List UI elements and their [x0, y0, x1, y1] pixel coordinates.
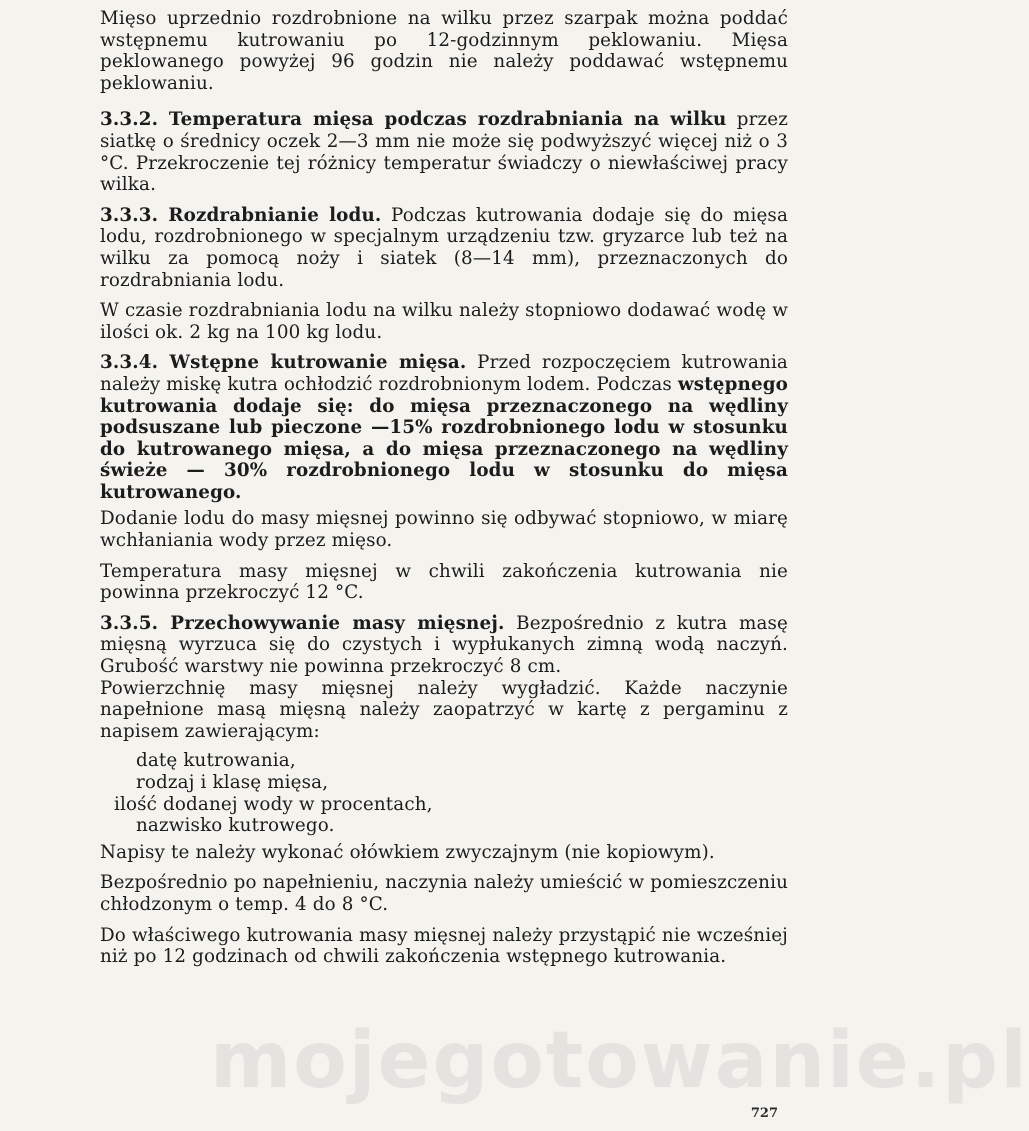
paragraph-intro: Mięso uprzednio rozdrobnione na wilku przez szarpak można poddać wstępnemu kutrowaniu po 12-godzinnym peklowaniu. Mięsa peklowanego powyżej 96 godzin nie należy poddawać wstępnemu peklowaniu.	[100, 8, 788, 94]
section-heading-3-3-2: 3.3.2. Temperatura mięsa podczas rozdrabniania na wilku	[100, 109, 727, 131]
section-text-3-3-5: Bezpośrednio z kutra masę mięsną wyrzuca się do czystych i wypłukanych zimną wodą naczyń. Grubość warstwy nie powinna przekroczyć 8 cm.	[100, 612, 788, 678]
section-text-3-3-2: przez siatkę o średnicy oczek 2—3 mm nie może się podwyższyć więcej niż o 3 °C. Przekroczenie tej różnicy temperatur świadczy o niewłaściwej pracy wilka.	[100, 109, 788, 196]
paragraph-storage: Bezpośrednio po napełnieniu, naczynia należy umieścić w pomieszczeniu chłodzonym o temp. 4 do 8 °C.	[100, 872, 788, 915]
list-item: ilość dodanej wody w procentach,	[114, 793, 433, 815]
watermark: mojegotowanie.pl	[210, 1016, 1029, 1106]
paragraph-final: Do właściwego kutrowania masy mięsnej należy przystąpić nie wcześniej niż po 12 godzinach od chwili zakończenia wstępnego kutrowania.	[100, 924, 788, 968]
list-item: rodzaj i klasę mięsa,	[136, 772, 329, 793]
section-3-3-3	[100, 205, 788, 291]
section-heading-3-3-4: 3.3.4. Wstępne kutrowanie mięsa.	[100, 352, 467, 374]
section-text-3-3-3: Podczas kutrowania dodaje się do mięsa lodu, rozdrobnionego w specjalnym urządzeniu tzw. gryzarce lub też na wilku za pomocą noży i siatek (8—14 mm), przeznaczonych do rozdrabniania lodu.	[100, 204, 788, 291]
paragraph-ice-water: W czasie rozdrabniania lodu na wilku należy stopniowo dodawać wodę w ilości ok. 2 kg na 100 kg lodu.	[100, 300, 788, 343]
page-number: 727	[750, 1106, 778, 1121]
paragraph-ice-add: Dodanie lodu do masy mięsnej powinno się odbywać stopniowo, w miarę wchłaniania wody przez mięso.	[100, 508, 788, 552]
list-item: datę kutrowania,	[136, 750, 296, 772]
label-contents-list	[100, 750, 788, 836]
section-heading-3-3-5: 3.3.5. Przechowywanie masy mięsnej.	[100, 612, 505, 634]
section-3-3-4	[100, 352, 788, 503]
section-3-3-5	[100, 613, 788, 678]
section-text-3-3-4: Przed rozpoczęciem kutrowania należy miskę kutra ochłodzić rozdrobnionym lodem. Podczas	[100, 352, 788, 395]
section-3-3-2	[100, 109, 788, 195]
text-body	[100, 8, 788, 968]
section-bold-text-3-3-4: wstępnego kutrowania dodaje się: do mięsa przeznaczonego na wędliny podsuszane lub pieczone —15% rozdrobnionego lodu w stosunku do kutrowanego mięsa, a do mięsa przeznaczonego na wędliny świeże — 30% rozdrobnionego lodu w stosunku do mięsa kutrowanego.	[100, 373, 789, 503]
paragraph-surface: Powierzchnię masy mięsnej należy wygładzić. Każde naczynie napełnione masą mięsną należy zaopatrzyć w kartę z pergaminu z napisem zawierającym:	[100, 677, 788, 742]
section-heading-3-3-3: 3.3.3. Rozdrabnianie lodu.	[100, 204, 382, 226]
paragraph-pencil: Napisy te należy wykonać ołówkiem zwyczajnym (nie kopiowym).	[100, 841, 715, 863]
list-item: nazwisko kutrowego.	[136, 815, 335, 837]
paragraph-temperature: Temperatura masy mięsnej w chwili zakończenia kutrowania nie powinna przekroczyć 12 °C.	[100, 560, 788, 604]
